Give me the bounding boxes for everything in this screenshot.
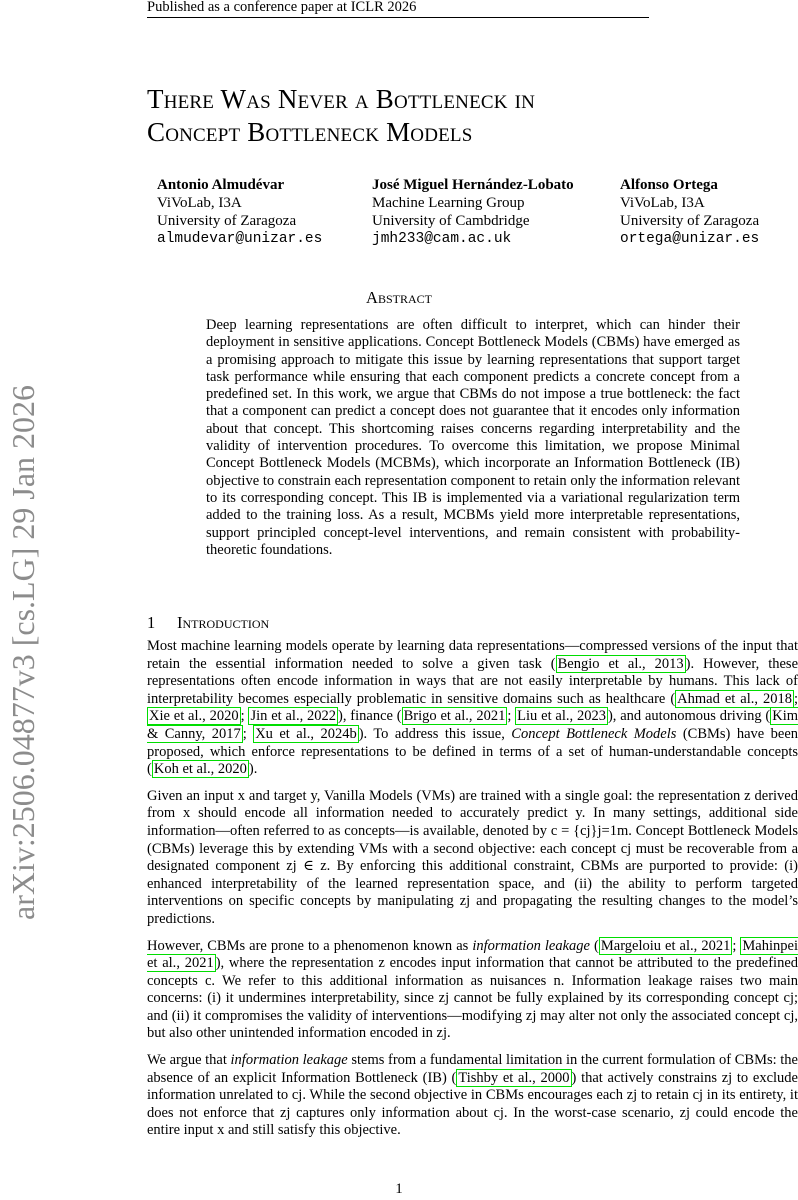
citation-year: 2021 [701,937,731,954]
author-affiliation: ViVoLab, I3A [620,195,705,211]
author-email[interactable]: ortega@unizar.es [620,231,760,247]
citation-author: Mahinpei et al. [147,937,798,972]
author-email[interactable]: almudevar@unizar.es [157,231,323,247]
paragraph-1: Most machine learning models operate by learning data representations—compressed versions of the input that retain the essential information needed to solve a given task ( Bengio et al., 2013 ). However, these representations often encode information in ways that are not easily interpretable by humans. This lack of interpretability becomes especially problematic in sensitive domains such as healthcare ( Ahmad et al., 2018 ; Xie et al., 2020 ; Jin et al., 2022 ), finance ( Brigo et al., 2021 ; Liu et al., 2023 ), and autonomous driving ( Kim & Canny, 2017 ; Xu et al., 2024b ). To address this issue, Concept Bottleneck Models (CBMs) have been proposed, which enforce representations to be defined in terms of a set of human-understandable concepts ( Koh et al., 2020 ). [147,638,798,778]
citation-year: 2023 [576,708,606,725]
citation-link[interactable]: Liu et al., 2023 [517,708,606,725]
citation-link[interactable]: Jin et al., 2022 [250,708,337,725]
emphasis: Concept Bottleneck Models [511,725,677,742]
citation-link[interactable]: Brigo et al., 2021 [403,708,506,725]
text-run: ). To address this issue, [358,725,512,742]
citation-author: Kim & Canny [147,708,798,742]
author-name: José Miguel Hernández-Lobato [372,177,574,193]
author-block-3 [620,176,759,248]
title-line-2: Concept Bottleneck Models [147,117,473,147]
citation-year: 2018 [762,690,792,707]
author-university: University of Zaragoza [620,213,760,229]
author-name: Antonio Almudévar [157,177,285,193]
abstract-text: Deep learning representations are often difficult to interpret, which can hinder their deployment in sensitive applications. Concept Bottleneck Models (CBMs) have emerged as a promising approach to mitigate this issue by learning representations that support target task performance while ensuring that each component predicts a concrete concept from a predefined set. In this work, we argue that CBMs do not impose a true bottleneck: the fact that a component can predict a concept does not guarantee that it encodes only information about that concept. This shortcoming raises concerns regarding interpretability and the validity of intervention procedures. To overcome this limitation, we propose Minimal Concept Bottleneck Models (MCBMs), which incorporate an Information Bottleneck (IB) objective to constrain each representation component to retain only the information relevant to its corresponding concept. This IB is implemented via a variational regularization term added to the training loss. As a result, MCBMs yield more interpretable representations, support principled concept-level interventions, and remain consistent with probability-theoretic foundations. [206,317,740,558]
abstract-heading: Abstract [366,288,432,307]
title-line-1: There Was Never a Bottleneck in [147,84,536,114]
section-number: 1 [147,613,156,632]
text-run: (CBMs) have been proposed, which enforce representations to be defined in terms of a set of human-understandable concepts ( [147,725,798,778]
author-affiliation: ViVoLab, I3A [157,195,242,211]
paper-title [147,83,767,149]
text-run: However, CBMs are prone to a phenomenon known as [147,937,473,954]
emphasis: information leakage [472,937,590,954]
text-run: Most machine learning models operate by learning data representations—compressed versions of the input that retain the essential information needed to solve a given task ( [147,638,798,672]
citation-author: Margeloiu et al. [600,937,694,954]
citation-link[interactable]: Xie et al., 2020 [149,708,239,725]
author-name: Alfonso Ortega [620,177,718,193]
text-run: We argue that [147,1052,231,1069]
citation-link[interactable]: Kim & Canny, 2017 [147,708,798,742]
citation-link[interactable]: Koh et al., 2020 [153,761,247,778]
citation-author: Koh et al. [153,761,211,778]
citation-author: Tishby et al. [458,1069,533,1086]
citation-year: 2021 [476,708,506,725]
page-number: 1 [395,1181,403,1197]
citation-link[interactable]: Bengio et al., 2013 [557,655,684,672]
citation-link[interactable]: Tishby et al., 2000 [458,1069,570,1086]
section-heading [147,613,269,633]
citation-year: 2013 [654,655,684,672]
author-block-1 [157,176,322,248]
paragraph-2: Given an input x and target y, Vanilla Models (VMs) are trained with a single goal: the representation z derived from x should encode all information needed to accurately predict y. In many settings, additional side information—often referred to as concepts—is available, denoted by c = {cj}j=1m. Concept Bottleneck Models (CBMs) leverage this by extending VMs with a second objective: each concept cj must be recoverable from a designated component zj ∈ z. By enforcing this additional constraint, CBMs are purported to provide: (i) enhanced interpretability of the learned representation space, and (ii) the ability to perform targeted interventions on specific concepts by manipulating zj and propagating the resulting changes to the model’s predictions. [147,787,798,927]
paragraph-4 [147,1052,798,1140]
author-email[interactable]: jmh233@cam.ac.uk [372,231,512,247]
citation-link[interactable]: Xu et al., 2024b [255,725,357,742]
citation-link[interactable]: Ahmad et al., 2018 [677,690,792,707]
conference-header: Published as a conference paper at ICLR 2026 [147,0,649,18]
citation-year: 2000 [540,1069,570,1086]
text-run: stems from a fundamental limitation in the current formulation of CBMs: the absence of an explicit Information Bottleneck (IB) ( [147,1052,798,1086]
arxiv-stamp: arXiv:2506.04877v3 [cs.LG] 29 Jan 2026 [5,384,41,920]
citation-year: 2022 [307,708,337,725]
citation-author: Ahmad et al. [677,690,755,707]
emphasis: information leakage [230,1052,348,1069]
text-run: ) that actively constrains zj to exclude information unrelated to cj. While the second objective in CBMs encourages each zj to retain cj in its entirety, it does not enforce that zj captures only information about cj. In the worst-case scenario, zj could encode the entire input x and still satisfy this objective. [147,1069,798,1139]
author-university: University of Cambdridge [372,213,530,229]
citation-year: 2021 [184,955,214,972]
citation-author: Liu et al. [517,708,570,725]
citation-author: Xu et al. [255,725,311,742]
citation-author: Xie et al. [149,708,203,725]
citation-author: Bengio et al. [557,655,643,672]
text-run: ). However, these representations often encode information in ways that are not easily interpretable by humans. This lack of interpretability becomes especially problematic in sensitive domains such as healthcare ( [147,655,798,707]
paragraph-3: However, CBMs are prone to a phenomenon known as information leakage ( Margeloiu et al., 2021 ; Mahinpei et al., 2021 ), where the representation z encodes input information that cannot be attributed to the predefined concepts c. We refer to this additional information as nuisances n. Information leakage raises two main concerns: (i) it undermines interpretability, since zj cannot be fully explained by its corresponding concept cj; and (ii) it compromises the validity of interventions—modifying zj may alter not only the associated concept cj, but also other unintended information encoded in zj. [147,937,798,1042]
citation-year: 2017 [211,725,241,742]
author-affiliation: Machine Learning Group [372,195,525,211]
text-run: ), where the representation z encodes input information that cannot be attributed to the predefined concepts c. We refer to this additional information as nuisances n. Information leakage raises two main concerns: (i) it undermines interpretability, since zj cannot be fully explained by its corresponding concept cj; and (ii) it compromises the validity of interventions—modifying zj may alter not only the associated concept cj, but also other unintended information encoded in zj. [147,955,798,1042]
citation-year: 2020 [209,708,239,725]
author-block-2 [372,176,574,248]
citation-link[interactable]: Mahinpei et al., 2021 [147,937,798,972]
introduction-body [147,638,798,1149]
citation-year: 2020 [217,761,247,778]
author-university: University of Zaragoza [157,213,297,229]
citation-year: 2024b [320,725,357,742]
text-run: ), and autonomous driving ( [607,708,771,725]
section-title: Introduction [177,613,270,632]
text-run: ( [589,937,599,954]
text-run: ), finance ( [338,708,402,725]
citation-author: Jin et al. [250,708,300,725]
citation-link[interactable]: Margeloiu et al., 2021 [600,937,731,954]
text-run: ). [248,761,258,778]
citation-author: Brigo et al. [403,708,469,725]
